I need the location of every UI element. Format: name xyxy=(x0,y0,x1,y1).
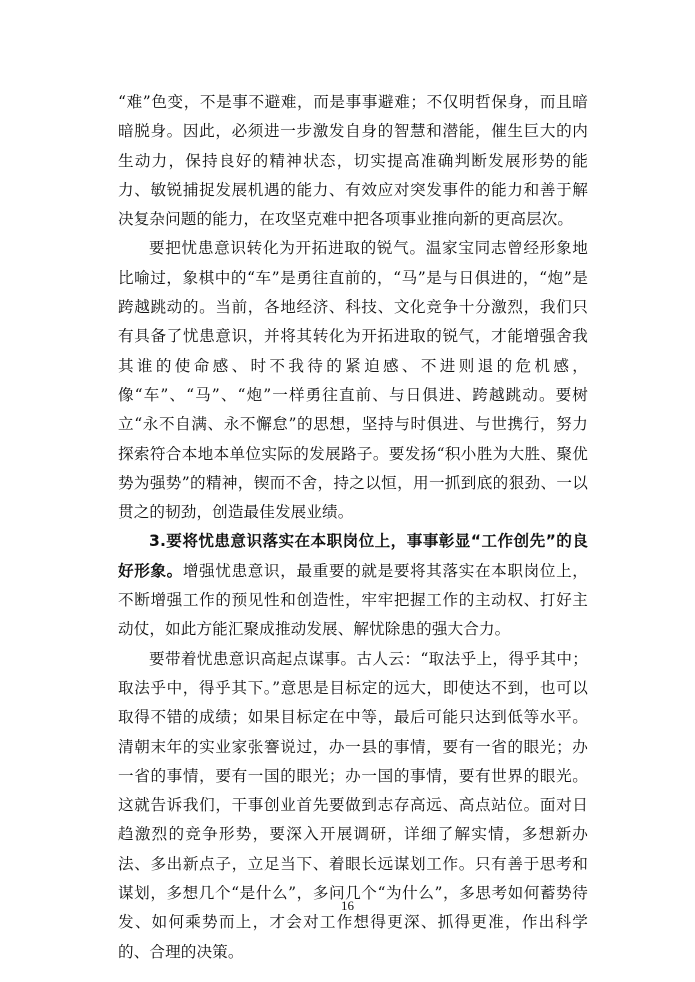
paragraph-3 xyxy=(118,527,588,644)
paragraph-3-body: 增强忧患意识，最重要的就是要将其落实在本职岗位上，不断增强工作的预见性和创造性，牢牢把握工作的主动权、打好主动仗，如此方能汇聚成推动发展、解忧除患的强大合力。 xyxy=(118,561,588,639)
page-number: 16 xyxy=(341,898,354,913)
paragraph-4: 要带着忧患意识高起点谋事。古人云：“取法乎上，得乎其中；取法乎中，得乎其下。”意思是目标定的远大，即使达不到，也可以取得不错的成绩；如果目标定在中等，最后可能只达到低等水平。清朝末年的实业家张謇说过，办一县的事情，要有一省的眼光；办一省的事情，要有一国的眼光；办一国的事情，要有世界的眼光。这就告诉我们，干事创业首先要做到志存高远、高点站位。面对日趋激烈的竞争形势，要深入开展调研，详细了解实情，多想新办法、多出新点子，立足当下、着眼长远谋划工作。只有善于思考和谋划，多想几个“是什么”，多问几个“为什么”，多思考如何蓄势待发、如何乘势而上，才会对工作想得更深、抓得更准，作出科学的、合理的决策。 xyxy=(118,649,588,961)
body-text xyxy=(118,88,588,967)
section-heading-3: 3.要将忧患意识落实在本职岗位上，事事彰显“工作创先”的良好形象。 xyxy=(118,532,588,580)
paragraph-1: “难”色变，不是事不避难，而是事事避难；不仅明哲保身，而且暗暗脱身。因此，必须进一步激发自身的智慧和潜能，催生巨大的内生动力，保持良好的精神状态，切实提高准确判断发展形势的能力、敏锐捕捉发展机遇的能力、有效应对突发事件的能力和善于解决复杂问题的能力，在攻坚克难中把各项事业推向新的更高层次。 xyxy=(118,93,588,229)
paragraph-2: 要把忧患意识转化为开拓进取的锐气。温家宝同志曾经形象地比喻过，象棋中的“车”是勇往直前的，“马”是与日俱进的，“炮”是跨越跳动的。当前，各地经济、科技、文化竞争十分激烈，我们只有具备了忧患意识，并将其转化为开拓进取的锐气，才能增强舍我其谁的使命感、时不我待的紧迫感、不进则退的危机感，像“车”、“马”、“炮”一样勇往直前、与日俱进、跨越跳动。要树立“永不自满、永不懈怠”的思想，坚持与时俱进、与世携行，努力探索符合本地本单位实际的发展路子。要发扬“积小胜为大胜、聚优势为强势”的精神，锲而不舍，持之以恒，用一抓到底的狠劲、一以贯之的韧劲，创造最佳发展业绩。 xyxy=(118,239,588,522)
